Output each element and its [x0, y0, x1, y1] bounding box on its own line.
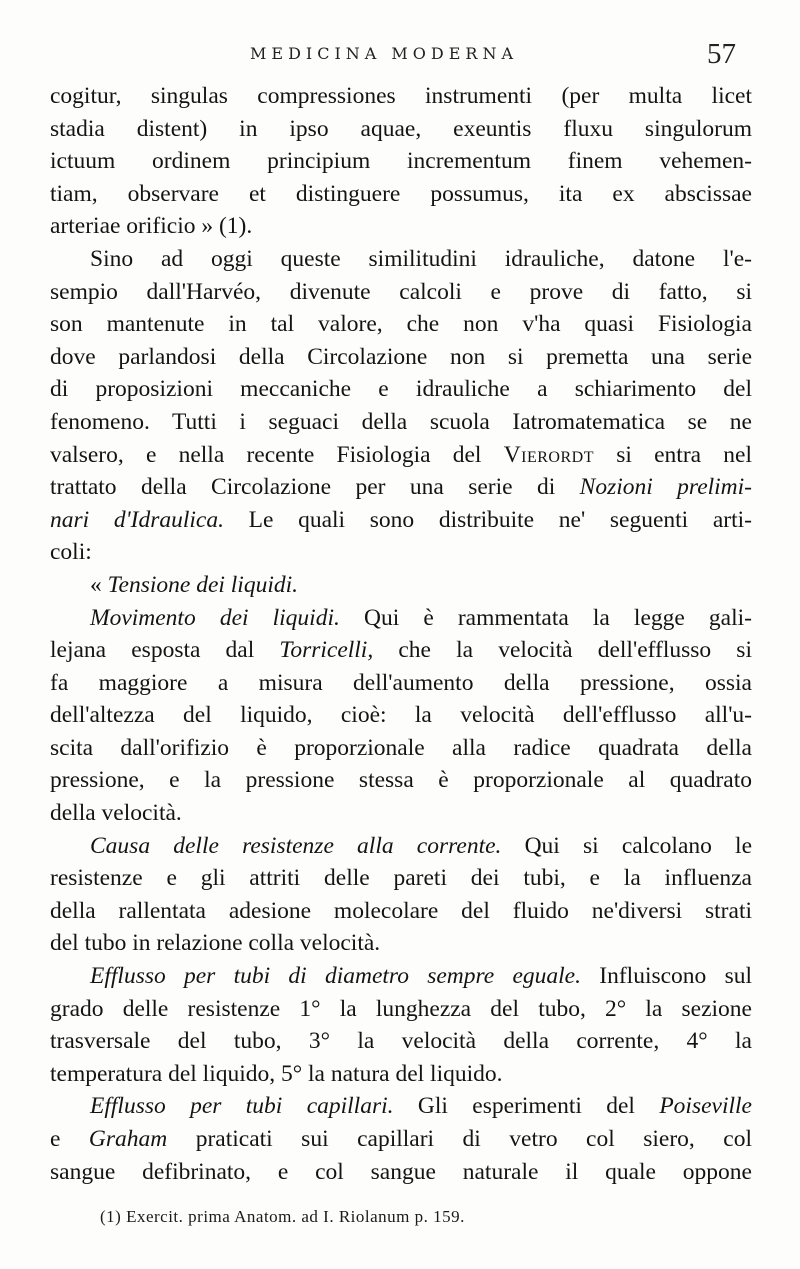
text-line — [50, 1090, 752, 1123]
text-line — [50, 569, 752, 602]
text-line: scita dall'orifizio è proporzionale alla radice quadrata della — [50, 734, 752, 761]
text-line: della velocità. — [50, 800, 182, 827]
italic-phrase: nari d'Idraulica. — [50, 506, 224, 533]
text-segment: trattato della Circolazione per una serie di — [50, 474, 580, 501]
text-line: sempio dall'Harvéo, divenute calcoli e prove di fatto, si — [50, 278, 752, 305]
text-segment: e — [50, 1126, 89, 1152]
text-line: sangue defibrinato, e col sangue naturale il quale oppone — [50, 1158, 752, 1185]
text-line: grado delle resistenze 1° la lunghezza del tubo, 2° la sezione — [50, 995, 752, 1022]
text-line: stadia distent) in ipso aquae, exeuntis fluxu singulorum — [50, 115, 752, 142]
italic-phrase: Causa delle resistenze alla corrente. — [90, 832, 502, 859]
small-caps-name: Vierordt — [503, 441, 594, 468]
text-line: son mantenute in tal valore, che non v'ha quasi Fisiologia — [50, 311, 752, 338]
italic-phrase: Movimento dei liquidi. — [90, 604, 340, 631]
text-segment: valsero, e nella recente Fisiologia del — [50, 441, 504, 468]
text-line: temperatura del liquido, 5° la natura del liquido. — [50, 1060, 503, 1087]
text-line: della rallentata adesione molecolare del fluido ne'diversi strati — [50, 897, 752, 924]
text-line — [50, 471, 752, 504]
italic-phrase: Poiseville — [659, 1093, 752, 1120]
footnote: (1) Exercit. prima Anatom. ad I. Riolanum p. 159. — [100, 1207, 465, 1226]
text-segment: che la velocità dell'efflusso si — [373, 637, 752, 664]
running-title: MEDICINA MODERNA — [250, 44, 519, 63]
text-line: di proposizioni meccaniche e idrauliche a schiarimento del — [50, 376, 752, 403]
text-segment: Qui è rammentata la legge gali- — [339, 604, 752, 631]
italic-phrase: Torricelli, — [279, 637, 374, 664]
text-line — [50, 602, 752, 635]
italic-phrase: Efflusso per tubi capillari. — [90, 1093, 394, 1120]
text-line: del tubo in relazione colla velocità. — [50, 930, 381, 957]
page-header — [0, 40, 800, 74]
text-line: ictuum ordinem principium incrementum finem vehemen- — [50, 148, 752, 175]
text-line: Sino ad oggi queste similitudini idrauliche, datone l'e- — [90, 245, 752, 272]
text-line: pressione, e la pressione stessa è proporzionale al quadrato — [50, 767, 752, 794]
text-line: coli: — [50, 539, 92, 566]
text-segment: Qui si calcolano le — [501, 832, 752, 859]
italic-phrase: Graham — [88, 1126, 168, 1152]
text-line — [50, 439, 752, 472]
text-segment: Le quali sono distribuite ne' seguenti arti- — [223, 506, 752, 533]
text-line: resistenze e gli attriti delle pareti dei tubi, e la influenza — [50, 865, 752, 892]
text-line — [50, 830, 752, 863]
italic-phrase: Efflusso per tubi di diametro sempre eguale. — [90, 963, 581, 990]
italic-phrase: Nozioni prelimi- — [579, 474, 753, 501]
text-segment: praticati sui capillari di vetro col siero, col — [167, 1126, 752, 1152]
text-line — [50, 1123, 752, 1156]
text-segment: si entra nel — [594, 441, 752, 468]
text-line: dove parlandosi della Circolazione non si premetta una serie — [50, 343, 752, 370]
text-line — [50, 504, 752, 537]
text-line: fenomeno. Tutti i seguaci della scuola Iatromatematica se ne — [50, 408, 752, 435]
text-line: tiam, observare et distinguere possumus, ita ex abscissae — [50, 180, 752, 207]
text-line — [50, 960, 752, 993]
text-segment: Gli esperimenti del — [393, 1093, 660, 1120]
text-segment: Influiscono sul — [581, 963, 752, 990]
text-line: cogitur, singulas compressiones instrumenti (per multa licet — [50, 83, 752, 109]
text-line: fa maggiore a misura dell'aumento della pressione, ossia — [50, 669, 752, 696]
italic-phrase: Tensione dei liquidi. — [107, 571, 299, 598]
text-line: arteriae orificio » (1). — [50, 213, 253, 240]
body-text — [50, 80, 752, 1188]
text-line — [50, 634, 752, 667]
text-line: trasversale del tubo, 3° la velocità della corrente, 4° la — [50, 1028, 752, 1055]
page-number: 57 — [707, 38, 736, 70]
text-segment: « — [90, 571, 108, 598]
text-segment: lejana esposta dal — [50, 637, 280, 664]
text-line: dell'altezza del liquido, cioè: la velocità dell'efflusso all'u- — [50, 702, 752, 729]
